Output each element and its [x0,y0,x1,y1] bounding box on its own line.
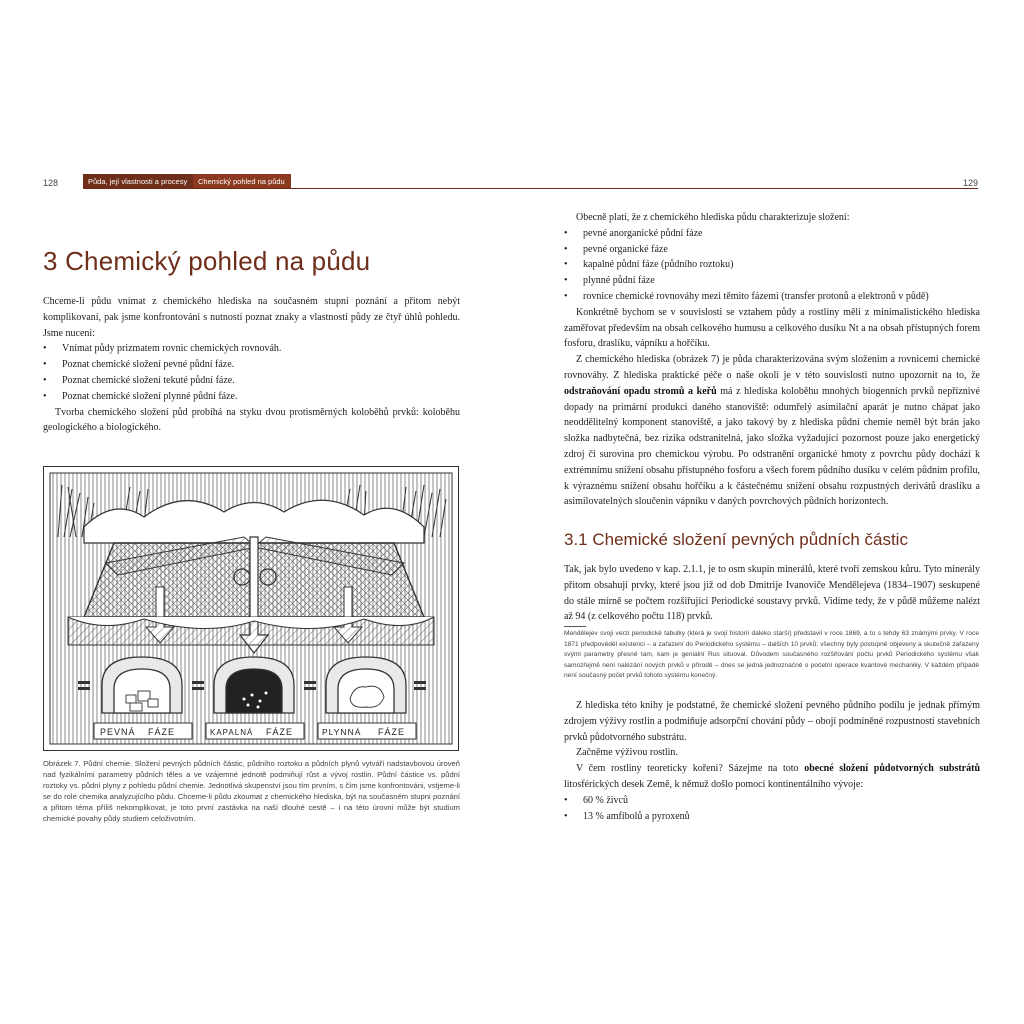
list-item: • 60 % živců [564,793,980,809]
right-body-top [564,210,980,510]
label-gas: PLYNNÁ [322,727,362,737]
label-phase: FÁZE [148,727,176,737]
list-item: • pevné anorganické půdní fáze [564,226,980,242]
text-run: litosférických desek Země, k němuž došlo pomocí kontinentálního vývoje: [564,778,864,790]
mineral-list [564,793,980,825]
paragraph: Začněme výživou rostlin. [576,747,678,759]
chapter-tag: Chemický pohled na půdu [193,174,291,189]
list-item: • Vnímat půdy prizmatem rovnic chemických rovnováh. [43,341,460,357]
right-body-bottom [564,698,980,824]
right-bullet-list [564,226,980,305]
label-liquid: KAPALNÁ [210,728,254,737]
list-item: • rovnice chemické rovnováhy mezi těmito fázemi (transfer protonů a elektronů v půdě) [564,289,980,305]
illustration-drawing [44,467,458,750]
header-rule [193,188,978,189]
soil-chemistry-illustration [43,466,459,751]
right-body-mid [564,562,980,625]
section-tag: Půda, její vlastnosti a procesy [83,174,195,189]
paragraph [564,352,980,510]
paragraph: Tak, jak bylo uvedeno v kap. 2.1.1, je to osm skupin minerálů, které tvoří zemskou kůru. Tyto minerály přitom obsahují prvky, které jsou již od dob Dmitrije Ivanoviče Mendělejeva (1834–1907) seskupené do stále mírně se počtem rozšiřující Periodické soustavy prvků. Vidíme tedy, že v půdě můžeme nalézt až 94 (z celkového počtu 118) prvků. [564,564,980,623]
chapter-title: 3 Chemický pohled na půdu [43,246,371,276]
text-run: V čem rostliny teoreticky kořeni? Sázejme na toto [576,763,805,775]
paragraph: Tvorba chemického složení půd probíhá na styku dvou protisměrných koloběhů prvků: koloběhu geologického a biologického. [43,406,460,434]
emphasis: odstraňování opadu stromů a keřů [564,385,717,397]
list-item: • Poznat chemické složení pevné půdní fáze. [43,357,460,373]
footnote: Mendělejev svoji verzi periodické tabulky (která je svojí historií daleko starší) představil v roce 1869, a to s tehdy 63 známými prvky. V roce 1871 předpověděl existenci – a zařazení do Periodického systému – dalších 10 prvků; všechny byly postupně objeveny a skutečně zařazeny svými parametry přesně tam, kam je genialní Rus situoval. Důvodem současného rozšiřování počtu prvků Periodického systému však samozřejmě není nalézání nových prvků v přírodě – dnes se jedná jednoznačně o početní operace kvantové mechaniky. V každém případě není současný počet prvků tohoto systému konečný. [564,630,979,680]
left-page-number: 128 [43,178,59,188]
label-solid: PEVNÁ [100,727,136,737]
paragraph: Z hlediska této knihy je podstatné, že chemické složení pevného půdního podílu je jednak přímým zdrojem výživy rostlin a podmiňuje adsorpční chování půdy – obojí podmíněné rozpustností stavebních prvků půdotvorného substrátu. [564,700,980,743]
list-item: • Poznat chemické složení plynné půdní fáze. [43,389,460,405]
list-item: • kapalné půdní fáze (půdního roztoku) [564,257,980,273]
label-phase: FÁZE [266,727,294,737]
list-item: • Poznat chemické složení tekuté půdní fáze. [43,373,460,389]
paragraph: Konkrétně bychom se v souvislosti se vztahem půdy a rostliny měli z minimalistického hlediska zaměřovat především na obsah celkového humusu a celkového dusíku Nt a na obsah přístupných forem fosforu, draslíku, vápníku a hořčíku. [564,306,980,350]
list-item: • plynné půdní fáze [564,273,980,289]
label-phase: FÁZE [378,727,406,737]
footnote-rule [564,626,586,627]
list-item: • pevné organické fáze [564,242,980,258]
paragraph [564,761,980,793]
list-item: • 13 % amfibolů a pyroxenů [564,809,980,825]
emphasis: obecné složení půdotvorných substrátů [804,763,981,775]
intro-paragraph: Chceme-li půdu vnímat z chemického hlediska na současném stupni poznání a přitom nebýt komplikovaní, pak jsme konfrontováni s nutností poznat znaky a vlastnosti půdy ze čtyř úhlů pohledu. Jsme nuceni: [43,296,460,339]
section-title: 3.1 Chemické složení pevných půdních částic [564,530,908,549]
left-body [43,294,460,436]
text-run: Z chemického hlediska (obrázek 7) je půda charakterizována svým složením a rovnicemi chemické rovnováhy. Z hlediska praktické péče o naše okolí je v této souvislosti nutno upozornit na to, že [564,354,980,381]
right-page-number: 129 [963,178,979,188]
left-bullet-list [43,341,460,404]
paragraph: Obecně platí, že z chemického hlediska půdu charakterizuje složení: [576,212,850,223]
text-run: má z hlediska koloběhu mnohých biogenních prvků nepříznivé dopady na primární produkci daného stanoviště: odumřelý asimilační aparát je nutno chápat jako neoddělitelný komponent stanoviště, a jako takový by z hlediska půdní chemie neměl být brán jako složka nadbytečná, bez rizika odstranitelná, jako složka vyžadující pozornost pouze jako energetický zdroj či surovina pro chemickou výrobu. Po odstranění organické hmoty z povrchu půdy dochází k extrémnímu snížení obsahu přístupného fosforu a všech forem půdního dusíku v celém půdním profilu, k výraznému snížení obsahu hořčíku a k částečnému snížení obsahu rozpustných derivátů draslíku a asimilovatelných sloučenin vápníku v daných povrchových půdních horizontech. [564,385,980,508]
figure-caption: Obrázek 7. Půdní chemie. Složení pevných půdních částic, půdního roztoku a půdních plynů vytváří nadstavbovou úroveň nad fyzikálními parametry půdních těles a ve vzájemné jednotě podmiňují růst a vývoj rostlin. Půdní částice vs. půdní roztoky vs. půdní plyny z pohledu půdní chemie. Jednotlivá skupenství jsou tím prvním, s čím jsme konfrontováni, vstjeme-li se do role chemika analyzujícího půdu. Chceme-li půdu zkoumat z chemického hlediska, být na současném stupni poznání a přitom téma příliš nekomplikovat, je toto první zastávka na naší dlouhé cestě – i na této úrovni může být studium chemické povahy půdy studiem celoživotním. [43,759,460,824]
